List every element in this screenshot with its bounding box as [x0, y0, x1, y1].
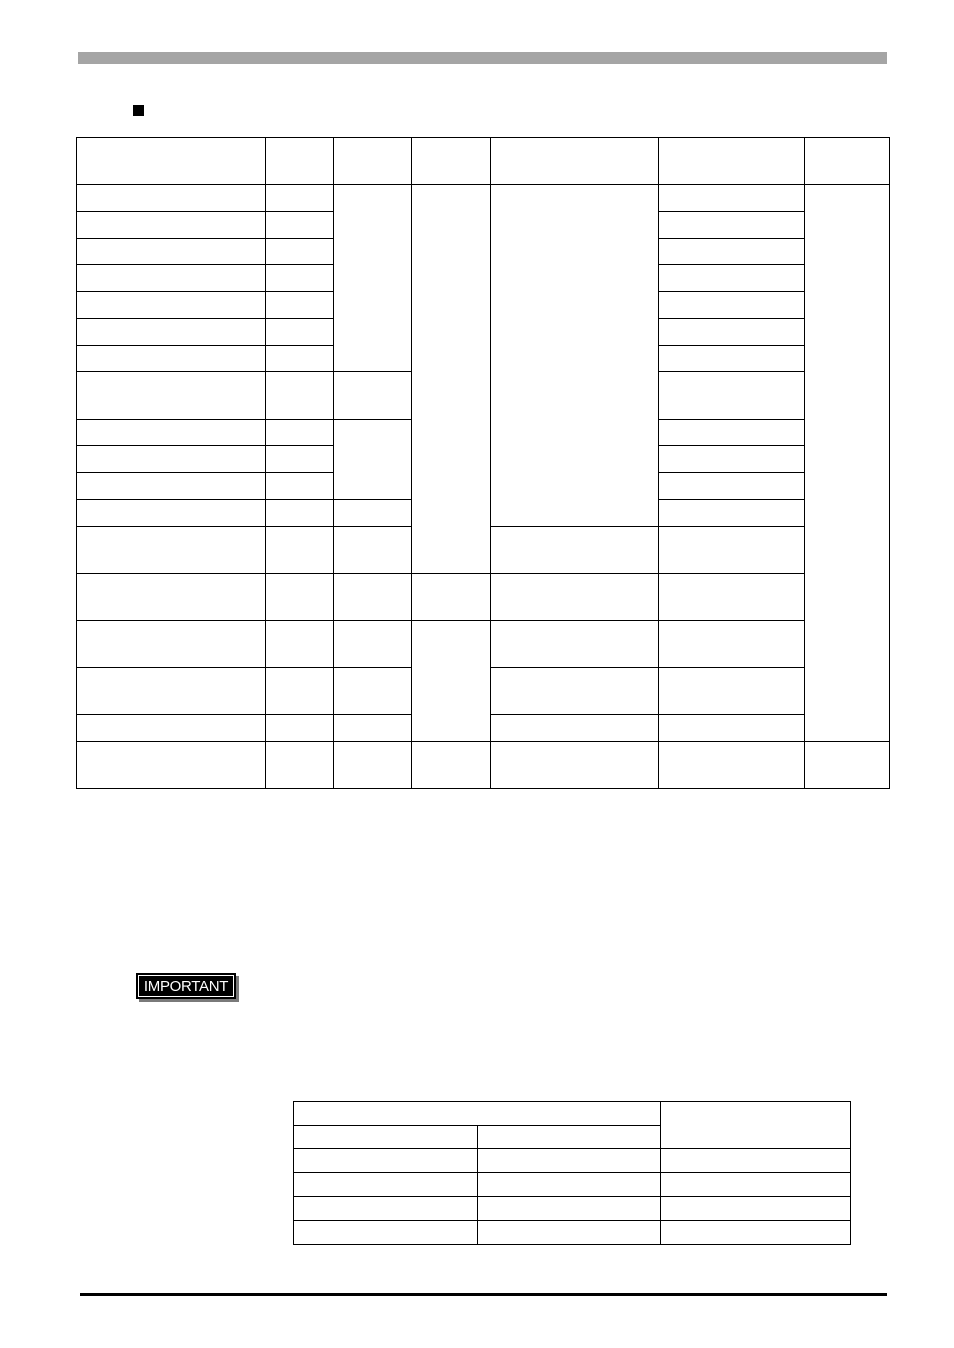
table-cell	[659, 265, 805, 292]
table-cell	[659, 527, 805, 574]
table-cell	[412, 574, 491, 621]
table-cell	[478, 1221, 661, 1245]
table-row	[77, 574, 890, 621]
table-cell	[266, 346, 334, 372]
table-cell	[77, 527, 266, 574]
table-row	[294, 1197, 851, 1221]
table-cell	[491, 574, 659, 621]
table-cell	[77, 265, 266, 292]
table-cell	[77, 742, 266, 789]
table-cell	[478, 1197, 661, 1221]
header-cell	[77, 138, 266, 185]
table-cell	[661, 1173, 851, 1197]
table-cell	[266, 420, 334, 446]
table-cell	[294, 1149, 478, 1173]
table-cell	[491, 742, 659, 789]
table-cell	[266, 239, 334, 265]
table-cell	[77, 185, 266, 212]
table-cell	[659, 372, 805, 420]
table-cell	[491, 527, 659, 574]
table-header-row	[294, 1102, 851, 1126]
table-cell	[294, 1197, 478, 1221]
table-row	[294, 1149, 851, 1173]
table-cell	[661, 1197, 851, 1221]
table-cell	[659, 292, 805, 319]
table-cell	[659, 446, 805, 473]
table-cell	[334, 574, 412, 621]
table-cell	[266, 742, 334, 789]
spec-table	[76, 137, 890, 789]
table-cell	[659, 621, 805, 668]
table-cell	[294, 1221, 478, 1245]
section-bullet-icon	[133, 105, 144, 116]
table-cell	[266, 500, 334, 527]
table-cell	[77, 574, 266, 621]
table-cell	[659, 473, 805, 500]
table-cell	[266, 715, 334, 742]
table-row	[77, 621, 890, 668]
table-cell	[412, 742, 491, 789]
table-cell	[266, 185, 334, 212]
table-cell	[334, 668, 412, 715]
table-row	[294, 1221, 851, 1245]
table-cell	[659, 742, 805, 789]
table-header-row	[77, 138, 890, 185]
table-cell	[77, 346, 266, 372]
table-cell	[266, 527, 334, 574]
table-cell	[805, 742, 890, 789]
table-cell	[661, 1149, 851, 1173]
table-cell	[266, 668, 334, 715]
header-cell	[266, 138, 334, 185]
table-cell	[491, 621, 659, 668]
table-cell	[659, 185, 805, 212]
header-cell	[805, 138, 890, 185]
header-cell	[491, 138, 659, 185]
table-cell	[77, 715, 266, 742]
table-cell	[491, 668, 659, 715]
table-cell	[266, 372, 334, 420]
table-cell	[334, 420, 412, 500]
table-cell	[334, 372, 412, 420]
header-cell	[659, 138, 805, 185]
table-cell	[77, 212, 266, 239]
table-cell	[334, 500, 412, 527]
table-cell	[334, 742, 412, 789]
table-cell	[491, 715, 659, 742]
table-cell	[412, 621, 491, 742]
table-cell	[266, 292, 334, 319]
table-cell	[412, 185, 491, 574]
table-cell	[659, 420, 805, 446]
header-cell	[412, 138, 491, 185]
table-row	[294, 1173, 851, 1197]
table-cell	[659, 715, 805, 742]
table-cell	[659, 346, 805, 372]
table-cell	[77, 668, 266, 715]
header-cell	[294, 1126, 478, 1149]
sub-table	[293, 1101, 851, 1245]
table-cell	[659, 668, 805, 715]
table-cell	[491, 185, 659, 527]
table-cell	[77, 420, 266, 446]
table-cell	[659, 212, 805, 239]
table-cell	[659, 239, 805, 265]
table-row	[77, 185, 890, 212]
table-cell	[805, 185, 890, 742]
table-cell	[659, 574, 805, 621]
table-cell	[77, 500, 266, 527]
table-cell	[294, 1173, 478, 1197]
table-cell	[77, 319, 266, 346]
header-cell	[294, 1102, 661, 1126]
table-cell	[266, 212, 334, 239]
table-cell	[334, 527, 412, 574]
table-cell	[77, 372, 266, 420]
table-cell	[334, 185, 412, 372]
table-cell	[266, 621, 334, 668]
table-cell	[77, 446, 266, 473]
header-cell	[661, 1102, 851, 1149]
table-cell	[334, 621, 412, 668]
table-cell	[659, 500, 805, 527]
important-badge	[136, 973, 236, 999]
table-row	[77, 742, 890, 789]
table-cell	[266, 446, 334, 473]
important-label: IMPORTANT	[138, 975, 234, 997]
header-cell	[334, 138, 412, 185]
table-cell	[77, 239, 266, 265]
table-cell	[478, 1173, 661, 1197]
footer-rule	[80, 1293, 887, 1296]
table-cell	[77, 292, 266, 319]
table-cell	[266, 473, 334, 500]
header-bar	[78, 52, 887, 64]
table-cell	[334, 715, 412, 742]
table-cell	[77, 621, 266, 668]
table-cell	[266, 265, 334, 292]
header-cell	[478, 1126, 661, 1149]
table-cell	[266, 574, 334, 621]
table-cell	[478, 1149, 661, 1173]
table-cell	[661, 1221, 851, 1245]
table-cell	[659, 319, 805, 346]
table-cell	[77, 473, 266, 500]
table-cell	[266, 319, 334, 346]
